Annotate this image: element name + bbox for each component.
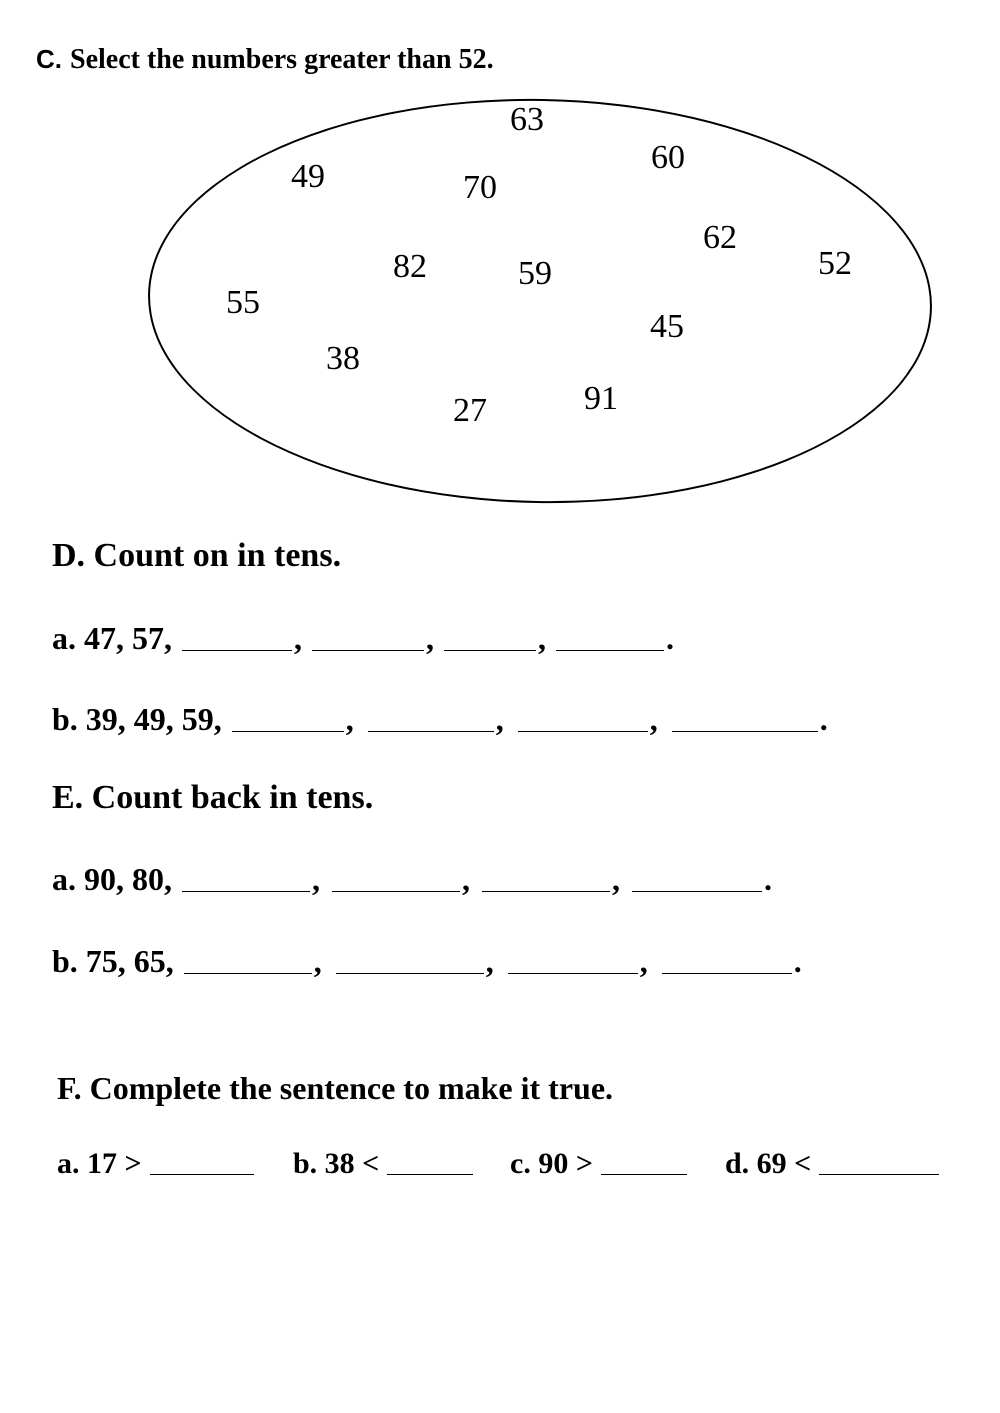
number-option[interactable]: 27	[453, 392, 487, 429]
row-prefix: b. 39, 49, 59,	[52, 701, 222, 737]
comma: ,	[649, 701, 658, 737]
number-option[interactable]: 63	[510, 101, 544, 138]
comma: ,	[639, 943, 648, 979]
number-option[interactable]: 62	[703, 219, 737, 256]
comma: ,	[426, 620, 434, 656]
section-c-letter: C.	[36, 44, 62, 74]
answer-blank[interactable]	[444, 648, 536, 651]
answer-blank[interactable]	[150, 1172, 254, 1175]
count-back-row-a	[52, 861, 772, 898]
answer-blank[interactable]	[672, 729, 818, 732]
number-option[interactable]: 49	[291, 158, 325, 195]
number-oval	[145, 92, 936, 510]
comparison-label: c. 90 >	[510, 1147, 593, 1180]
comma: ,	[612, 861, 620, 897]
section-e-heading: E. Count back in tens.	[52, 779, 374, 816]
answer-blank[interactable]	[232, 729, 344, 732]
answer-blank[interactable]	[632, 889, 762, 892]
number-option[interactable]: 59	[518, 255, 552, 292]
answer-blank[interactable]	[182, 889, 310, 892]
number-option[interactable]: 45	[650, 308, 684, 345]
comparison-label: b. 38 <	[293, 1147, 380, 1180]
comma: ,	[313, 943, 322, 979]
comma: ,	[294, 620, 302, 656]
number-option[interactable]: 55	[226, 284, 260, 321]
section-c-instruction: Select the numbers greater than 52.	[70, 44, 494, 75]
answer-blank[interactable]	[508, 971, 638, 974]
answer-blank[interactable]	[182, 648, 292, 651]
answer-blank[interactable]	[819, 1172, 939, 1175]
section-c-title	[36, 44, 494, 76]
period: .	[819, 701, 828, 737]
comparison-item-a	[57, 1147, 256, 1181]
answer-blank[interactable]	[662, 971, 792, 974]
answer-blank[interactable]	[336, 971, 484, 974]
answer-blank[interactable]	[387, 1172, 473, 1175]
number-option[interactable]: 70	[463, 169, 497, 206]
answer-blank[interactable]	[368, 729, 494, 732]
comma: ,	[485, 943, 494, 979]
row-prefix: a. 90, 80,	[52, 861, 172, 897]
comparison-item-d	[725, 1147, 941, 1181]
count-back-row-b	[52, 943, 802, 980]
row-prefix: b. 75, 65,	[52, 943, 174, 979]
count-on-row-b	[52, 701, 828, 738]
comparison-label: d. 69 <	[725, 1147, 812, 1180]
period: .	[666, 620, 674, 656]
number-option[interactable]: 91	[584, 380, 618, 417]
comma: ,	[538, 620, 546, 656]
row-prefix: a. 47, 57,	[52, 620, 172, 656]
comma: ,	[312, 861, 320, 897]
section-f-heading: F. Complete the sentence to make it true.	[57, 1070, 614, 1106]
number-option[interactable]: 60	[651, 139, 685, 176]
number-option[interactable]: 52	[818, 245, 852, 282]
comma: ,	[462, 861, 470, 897]
answer-blank[interactable]	[518, 729, 648, 732]
answer-blank[interactable]	[312, 648, 424, 651]
count-on-row-a	[52, 620, 674, 657]
comma: ,	[345, 701, 354, 737]
answer-blank[interactable]	[556, 648, 664, 651]
answer-blank[interactable]	[601, 1172, 687, 1175]
comparison-label: a. 17 >	[57, 1147, 142, 1180]
answer-blank[interactable]	[332, 889, 460, 892]
number-option[interactable]: 82	[393, 248, 427, 285]
period: .	[764, 861, 772, 897]
answer-blank[interactable]	[482, 889, 610, 892]
comma: ,	[495, 701, 504, 737]
period: .	[793, 943, 802, 979]
comparison-item-c	[510, 1147, 689, 1181]
section-d-heading: D. Count on in tens.	[52, 537, 342, 574]
comparison-item-b	[293, 1147, 475, 1181]
answer-blank[interactable]	[184, 971, 312, 974]
number-option[interactable]: 38	[326, 340, 360, 377]
